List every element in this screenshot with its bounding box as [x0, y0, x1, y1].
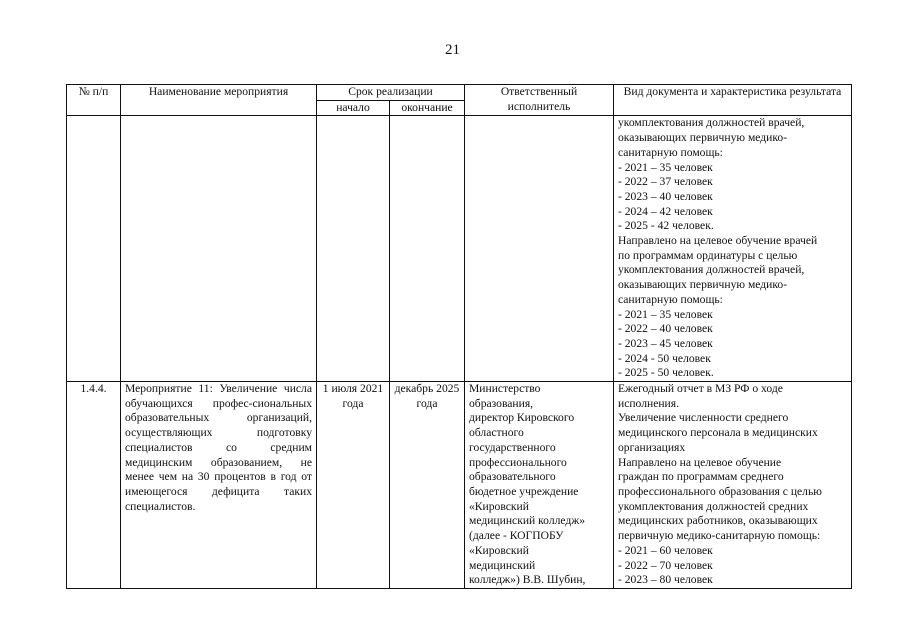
- row-start: 1 июля 2021 года: [317, 382, 390, 589]
- header-result: Вид документа и характеристика результата: [614, 85, 852, 116]
- result-line: - 2025 - 50 человек.: [618, 366, 714, 380]
- row-num: [67, 116, 121, 382]
- result-line: исполнения.: [618, 396, 679, 410]
- result-line: - 2023 – 80 человек: [618, 573, 713, 587]
- row-num: 1.4.4.: [67, 382, 121, 589]
- result-line: Направлено на целевое обучение врачей: [618, 234, 818, 248]
- table-row: [67, 382, 852, 589]
- responsible-line: медицинский: [469, 558, 536, 572]
- result-line: санитарную помощь:: [618, 145, 723, 159]
- row-end: [390, 116, 465, 382]
- result-line: Увеличение численности среднего: [618, 411, 789, 425]
- responsible-line: колледж») В.В. Шубин,: [469, 573, 586, 587]
- table-header-row: [67, 85, 852, 101]
- responsible-line: областного: [469, 426, 524, 440]
- activities-table: [66, 84, 852, 589]
- responsible-line: бюдетное учреждение: [469, 484, 579, 498]
- result-line: оказывающих первичную медико-: [618, 131, 788, 145]
- result-line: по программам ординатуры с целью: [618, 248, 798, 262]
- row-result: [614, 382, 852, 589]
- header-responsible: Ответственный исполнитель: [465, 85, 614, 116]
- table-row: [67, 116, 852, 382]
- result-line: профессионального образования с целью: [618, 484, 822, 498]
- responsible-line: образования,: [469, 396, 534, 410]
- header-period: Срок реализации: [317, 85, 465, 101]
- result-line: укомплектования должностей врачей,: [618, 116, 805, 130]
- page-number: 21: [445, 42, 460, 58]
- result-line: - 2023 – 40 человек: [618, 189, 713, 203]
- result-line: укомплектования должностей врачей,: [618, 263, 805, 277]
- result-line: медицинского персонала в медицинских: [618, 426, 818, 440]
- row-result: [614, 116, 852, 382]
- result-line: - 2021 – 60 человек: [618, 543, 713, 557]
- result-line: медицинских работников, оказывающих: [618, 514, 818, 528]
- header-end: окончание: [390, 100, 465, 116]
- responsible-line: «Кировский: [469, 499, 529, 513]
- header-name: Наименование мероприятия: [121, 85, 317, 116]
- result-line: - 2021 – 35 человек: [618, 160, 713, 174]
- result-line: укомплектования должностей средних: [618, 499, 809, 513]
- result-line: Ежегодный отчет в МЗ РФ о ходе: [618, 382, 783, 396]
- responsible-line: директор Кировского: [469, 411, 575, 425]
- row-name: Мероприятие 11: Увеличение числа обучающихся профес-сиональных образовательных организаций, осуществляющих подготовку специалистов со средним медицинским образованием, не менее чем на 30 процентов в год от имеющегося дефицита таких специалистов.: [121, 382, 317, 589]
- result-line: - 2022 – 37 человек: [618, 175, 713, 189]
- header-start: начало: [317, 100, 390, 116]
- responsible-line: (далее - КОГПОБУ: [469, 529, 564, 543]
- result-line: граждан по программам среднего: [618, 470, 784, 484]
- result-line: оказывающих первичную медико-: [618, 278, 788, 292]
- responsible-line: государственного: [469, 440, 556, 454]
- row-responsible: [465, 382, 614, 589]
- responsible-line: профессионального: [469, 455, 567, 469]
- responsible-line: Министерство: [469, 382, 541, 396]
- responsible-line: образовательного: [469, 470, 556, 484]
- result-line: - 2021 – 35 человек: [618, 307, 713, 321]
- result-line: - 2024 - 50 человек: [618, 351, 711, 365]
- row-name: [121, 116, 317, 382]
- responsible-line: медицинский колледж»: [469, 514, 586, 528]
- row-end: декабрь 2025 года: [390, 382, 465, 589]
- result-line: - 2024 – 42 человек: [618, 204, 713, 218]
- result-line: - 2025 - 42 человек.: [618, 219, 714, 233]
- header-num: № п/п: [67, 85, 121, 116]
- responsible-line: «Кировский: [469, 543, 529, 557]
- row-start: [317, 116, 390, 382]
- result-line: Направлено на целевое обучение: [618, 455, 782, 469]
- result-line: - 2022 – 40 человек: [618, 322, 713, 336]
- row-responsible: [465, 116, 614, 382]
- result-line: санитарную помощь:: [618, 292, 723, 306]
- result-line: первичную медико-санитарную помощь:: [618, 529, 821, 543]
- result-line: организациях: [618, 440, 686, 454]
- result-line: - 2022 – 70 человек: [618, 558, 713, 572]
- result-line: - 2023 – 45 человек: [618, 336, 713, 350]
